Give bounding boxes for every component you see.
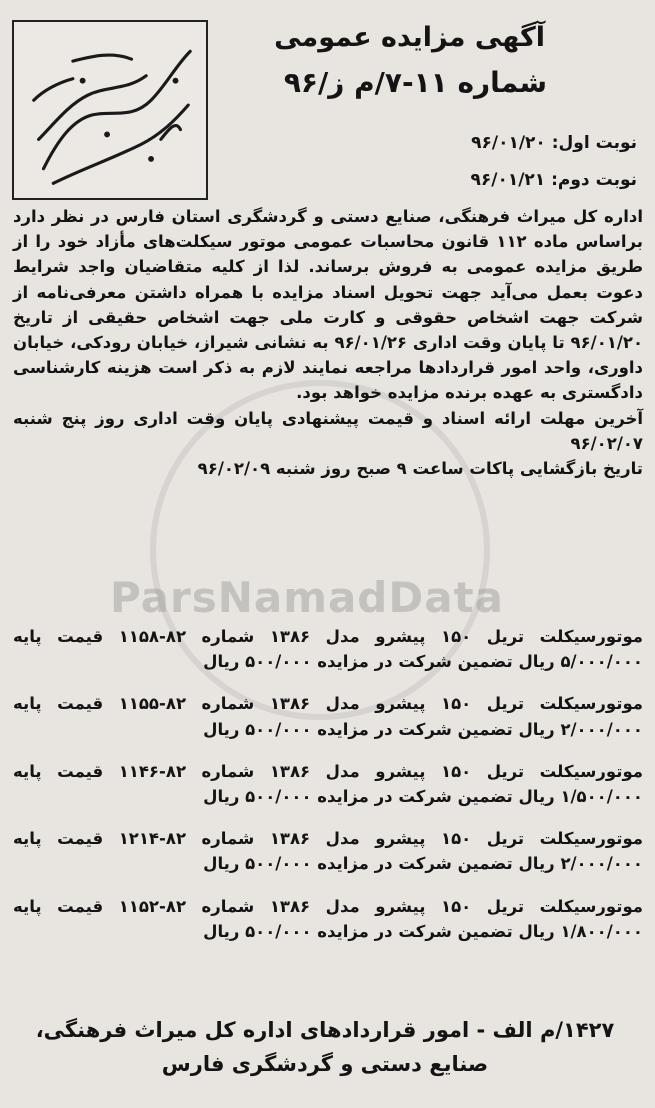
body-paragraph: آخرین مهلت ارائه اسناد و قیمت پیشنهادی پایان وقت اداری روز پنج شنبه ۹۶/۰۲/۰۷ xyxy=(13,408,643,453)
body-paragraph: تاریخ بازگشایی پاکات ساعت ۹ صبح روز شنبه ۹۶/۰۲/۰۹ xyxy=(197,459,643,479)
list-item: موتورسیکلت تریل ۱۵۰ پیشرو مدل ۱۳۸۶ شماره ۸۲-۱۱۴۶ قیمت پایه ۱/۵۰۰/۰۰۰ ریال تضمین شرکت در مزایده ۵۰۰/۰۰۰ ریال xyxy=(13,761,644,807)
first-notice: نوبت اول: ۹۶/۰۱/۲۰ xyxy=(471,133,637,153)
ad-body xyxy=(13,204,643,481)
second-notice: نوبت دوم: ۹۶/۰۱/۲۱ xyxy=(470,170,637,190)
body-paragraph: اداره کل میراث فرهنگی، صنایع دستی و گردشگری استان فارس در نظر دارد براساس ماده ۱۱۲ قانون محاسبات عمومی موتور سیکلت‌های مأزاد خود را از طریق مزایده عمومی به فروش برساند. لذا از کلیه متقاضیان واجد شرایط دعوت بعمل می‌آید جهت تحویل اسناد مزایده با همراه داشتن معرفی‌نامه از شرکت جهت اشخاص حقوقی و کارت ملی جهت اشخاص حقیقی از تاریخ ۹۶/۰۱/۲۰ تا پایان وقت اداری ۹۶/۰۱/۲۶ به نشانی شیراز، خیابان رودکی، خیابان داوری، واحد امور قراردادها مراجعه نمایند لازم به ذکر است هزینه کارشناسی دادگستری به عهده برنده مزایده خواهد بود. xyxy=(13,207,644,403)
list-item: موتورسیکلت تریل ۱۵۰ پیشرو مدل ۱۳۸۶ شماره ۸۲-۱۲۱۴ قیمت پایه ۲/۰۰۰/۰۰۰ ریال تضمین شرکت در مزایده ۵۰۰/۰۰۰ ریال xyxy=(13,829,644,874)
item-list xyxy=(13,624,643,961)
list-item: موتورسیکلت تریل ۱۵۰ پیشرو مدل ۱۳۸۶ شماره ۸۲-۱۱۵۵ قیمت پایه ۲/۰۰۰/۰۰۰ ریال تضمین شرکت در مزایده ۵۰۰/۰۰۰ ریال xyxy=(13,694,644,739)
logo-calligraphy-icon xyxy=(14,22,206,198)
list-item: موتورسیکلت تریل ۱۵۰ پیشرو مدل ۱۳۸۶ شماره ۸۲-۱۱۵۸ قیمت پایه ۵/۰۰۰/۰۰۰ ریال تضمین شرکت در مزایده ۵۰۰/۰۰۰ ریال xyxy=(13,627,644,672)
organization-logo xyxy=(12,20,208,200)
watermark-text: ParsNamadData xyxy=(110,573,504,622)
ad-footer: ۱۴۲۷/م الف - امور قراردادهای اداره کل میراث فرهنگی، صنایع دستی و گردشگری فارس xyxy=(35,1018,615,1076)
ad-number: شماره ۱۱-۷/م ز/۹۶ xyxy=(283,66,547,99)
list-item: موتورسیکلت تریل ۱۵۰ پیشرو مدل ۱۳۸۶ شماره ۸۲-۱۱۵۲ قیمت پایه ۱/۸۰۰/۰۰۰ ریال تضمین شرکت در مزایده ۵۰۰/۰۰۰ ریال xyxy=(13,896,644,941)
ad-title: آگهی مزایده عمومی xyxy=(274,22,545,53)
